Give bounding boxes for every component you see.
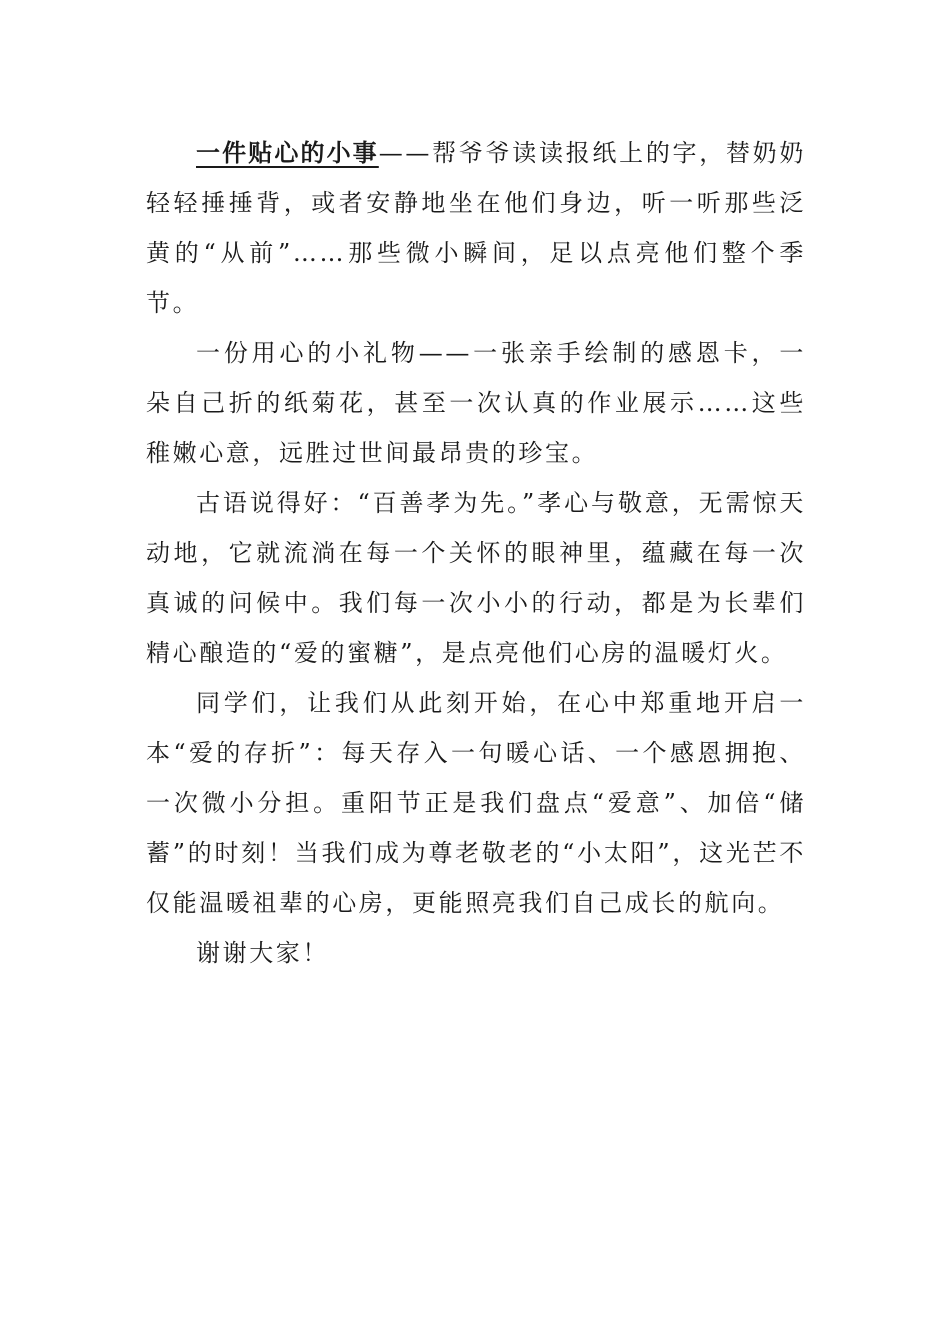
paragraph-small-deed (146, 128, 806, 328)
paragraph-filial-piety: 古语说得好：“百善孝为先。”孝心与敬意，无需惊天动地，它就流淌在每一个关怀的眼神里，蕴藏在每一次真诚的问候中。我们每一次小小的行动，都是为长辈们精心酿造的“爱的蜜糖”，是点亮他们心房的温暖灯火。 (146, 489, 806, 667)
paragraph-small-gift: 一份用心的小礼物——一张亲手绘制的感恩卡，一朵自己折的纸菊花，甚至一次认真的作业展示……这些稚嫩心意，远胜过世间最昂贵的珍宝。 (146, 339, 806, 467)
paragraph-love-savings: 同学们，让我们从此刻开始，在心中郑重地开启一本“爱的存折”：每天存入一句暖心话、一个感恩拥抱、一次微小分担。重阳节正是我们盘点“爱意”、加倍“储蓄”的时刻！当我们成为尊老敬老的“小太阳”，这光芒不仅能温暖祖辈的心房，更能照亮我们自己成长的航向。 (146, 689, 806, 917)
paragraph-thanks: 谢谢大家！ (196, 939, 329, 967)
document-body (146, 128, 806, 978)
paragraph-text: ——帮爷爷读读报纸上的字，替奶奶轻轻捶捶背，或者安静地坐在他们身边，听一听那些泛黄的“从前”……那些微小瞬间，足以点亮他们整个季节。 (146, 139, 806, 317)
emphasized-lead-phrase: 一件贴心的小事 (196, 138, 379, 167)
